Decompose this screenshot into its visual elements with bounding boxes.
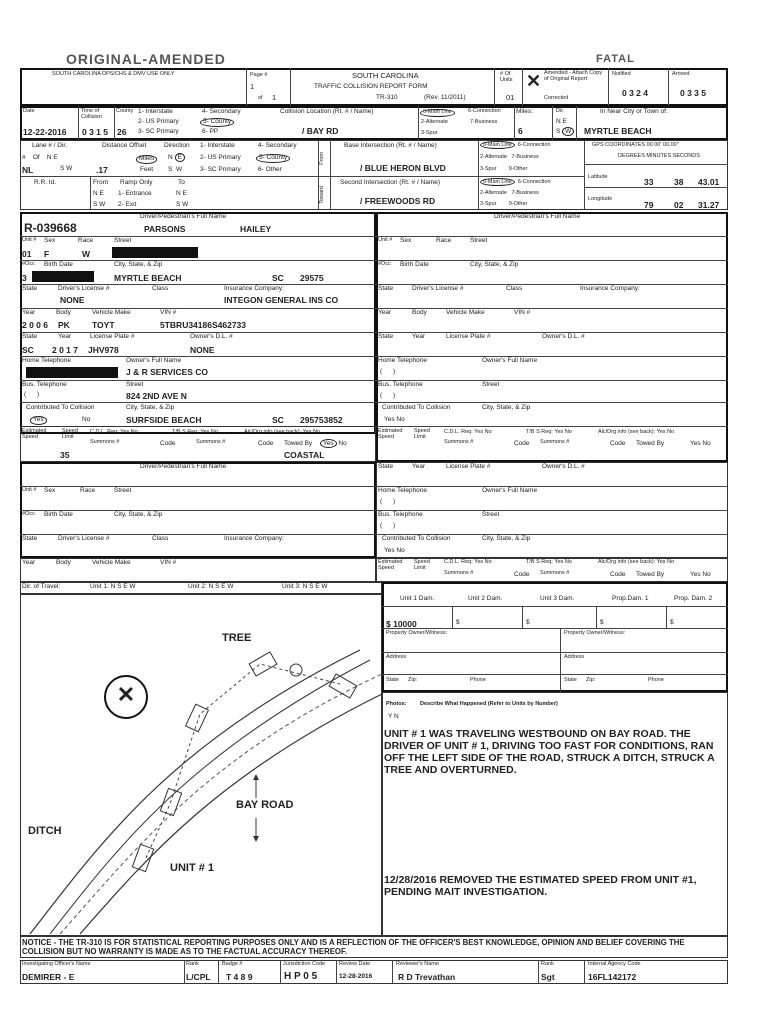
unit2-towed-label: Towed By xyxy=(636,440,665,447)
jurisdiction-label: Jurisdiction Code xyxy=(283,961,326,967)
unit3-tbs-label[interactable]: T/B S Req: Yes No xyxy=(526,559,572,565)
page-label: Page # xyxy=(250,72,268,78)
toward-vertical-label: Toward xyxy=(319,186,325,204)
route-cat-connection[interactable]: 6-Connection xyxy=(468,108,501,114)
unit3-speed-limit-label: Speed Limit xyxy=(414,559,430,571)
unit2-sex-label: Sex xyxy=(400,237,412,244)
collision-loc-value: / BAY RD xyxy=(302,126,339,136)
officer-value: DEMIRER - E xyxy=(22,972,75,982)
base-int-label: Base Intersection (Rt. # / Name) xyxy=(344,142,437,149)
unit1-state-label: State xyxy=(22,285,38,292)
unit1-owner-zip-value: 295753852 xyxy=(300,415,343,425)
lon-label: Longitude xyxy=(588,196,613,202)
unit1-vin-value: 5TBRU34186S462733 xyxy=(160,320,247,330)
gps-sub-label: DEGREES MINUTES SECONDS xyxy=(618,153,700,159)
unit3-vin-label: VIN # xyxy=(160,559,177,566)
base-cat-main[interactable]: 0-Main Line 6-Connection xyxy=(480,143,551,149)
direction-label: Direction xyxy=(164,142,190,149)
arrived-value: 0 3 3 5 xyxy=(680,88,706,98)
unit1-towed-label: Towed By xyxy=(284,440,313,447)
lon-min: 02 xyxy=(674,200,684,210)
miles-label: Miles: xyxy=(516,108,533,115)
unit1-owner-street-value: 824 2ND AVE N xyxy=(126,391,187,401)
unit3-class-label: Class xyxy=(152,535,169,542)
unit1-bus-tel-value: ( ) xyxy=(24,391,40,398)
lat-label: Latitude xyxy=(588,174,608,180)
int-route-other[interactable]: 6- Other xyxy=(258,166,282,173)
gps-label: GPS COORDINATES 00 00' 00.00" xyxy=(592,142,679,148)
unit3-cdl-label[interactable]: C.D.L. Req: Yes No xyxy=(444,559,492,565)
unit1-owner-street-label: Street xyxy=(126,381,144,388)
travel-unit1[interactable]: Unit 1: N S E W xyxy=(90,583,136,590)
unit3-code2-label: Code xyxy=(610,571,626,578)
from-sw[interactable]: S W xyxy=(93,201,106,208)
unit3-driver-label: Driver/Pedestrian's Full Name xyxy=(140,463,227,470)
unit2-summons-label: Summons # xyxy=(444,439,474,445)
feet-label: Feet xyxy=(140,166,154,173)
date-value: 12-22-2016 xyxy=(23,127,67,137)
lat-sec: 43.01 xyxy=(698,177,720,187)
unit2-tbs-label[interactable]: T/B S Req: Yes No xyxy=(526,429,572,435)
time-label: Time of Collision xyxy=(81,108,102,120)
unit1-contributed-no[interactable]: No xyxy=(82,416,91,423)
direction-sw[interactable]: S W xyxy=(168,166,183,173)
unit2-race-label: Race xyxy=(436,237,452,244)
unit2-plate-label: License Plate # xyxy=(446,333,491,340)
unit3-bus-tel-value: ( ) xyxy=(380,522,396,529)
unit3-alc-label[interactable]: Alc/Drg info (see back): Yes No xyxy=(598,559,675,565)
unit1-first-name: HAILEY xyxy=(240,224,272,234)
unit1-sex-label: Sex xyxy=(44,237,56,244)
unit3-body-label: Body xyxy=(56,559,71,566)
unit2-vin-label: VIN # xyxy=(514,309,531,316)
second-cat-main[interactable]: 0-Main Line 6-Connection xyxy=(480,180,551,186)
unit3-owner-street-label: Street xyxy=(482,511,500,518)
unit1-code2-label: Code xyxy=(258,440,274,447)
unit2-alc-label[interactable]: Alc/Drg info (see back): Yes No xyxy=(598,429,675,435)
unit2-cdl-label[interactable]: C.D.L. Req: Yes No xyxy=(444,429,492,435)
unit1-state-value: SC xyxy=(272,273,284,283)
form-title: TRAFFIC COLLISION REPORT FORM xyxy=(314,83,428,90)
of-label: of xyxy=(258,95,263,101)
unit1-towed-value: COASTAL xyxy=(284,450,325,460)
unit3-race-label: Race xyxy=(80,487,96,494)
unit2-insurance-label: Insurance Company: xyxy=(580,285,640,292)
unit1-speed-limit-label: Speed Limit xyxy=(62,428,78,440)
from-label: From xyxy=(93,179,109,186)
unit1-owner-name-label: Owner's Full Name xyxy=(126,357,182,364)
dir-label: Dir. xyxy=(556,108,565,114)
unit2-city-label: City, State, & Zip xyxy=(470,261,519,268)
arrived-label: Arrived xyxy=(672,71,690,77)
phone2-label: Phone xyxy=(648,677,664,683)
unit1-bus-tel-label: Bus. Telephone xyxy=(22,381,67,388)
unit1-license-label: Driver's License # xyxy=(58,285,110,292)
unit1-diagram-label: UNIT # 1 xyxy=(170,862,215,874)
describe-label: Describe What Happened (Refer to Units by Number) xyxy=(420,701,558,707)
unit1-plate-state-value: SC xyxy=(22,345,34,355)
unit3-occ-label: #Occ xyxy=(22,511,35,517)
unit1-birth-label: Birth Date xyxy=(44,261,73,268)
unit2-city-owner-label: City, State, & Zip xyxy=(482,404,531,411)
int-route-us[interactable]: 2- US Primary xyxy=(200,154,241,161)
narrative-text-1: UNIT # 1 WAS TRAVELING WESTBOUND ON BAY ROAD. THE DRIVER OF UNIT # 1, DRIVING TOO FAST FOR CONDITIONS, RAN OFF THE LEFT SIDE OF THE ROAD, STRUCK A DITCH, STRUCK A TREE AND OVERTURNED. xyxy=(384,728,715,776)
county-label: County xyxy=(116,108,134,114)
badge-value: T 4 8 9 xyxy=(226,972,253,982)
of-num: 1 xyxy=(272,93,277,102)
review-date-value: 12-28-2016 xyxy=(339,973,373,980)
ramp-entrance[interactable]: 1- Entrance xyxy=(118,190,152,197)
unit1-summons-label: Summons # xyxy=(90,439,120,445)
agency-label: SOUTH CAROLINA DPS/CHS & DMV USE ONLY xyxy=(52,71,175,77)
unit3-owner-name-label: Owner's Full Name xyxy=(482,487,538,494)
unit1-owner-dl-value: NONE xyxy=(190,345,215,355)
prop-dam1-label: Prop.Dam. 1 xyxy=(612,595,649,602)
unit2-speed-limit-label: Speed Limit xyxy=(414,428,430,440)
reviewer-label: Reviewer's Name xyxy=(396,961,439,967)
rank2-value: Sgt xyxy=(541,972,555,982)
unit3-towed-yesno[interactable]: Yes No xyxy=(690,571,711,578)
unit3-est-speed-label: Estimated Speed xyxy=(378,559,403,571)
unit2-make-label: Vehicle Make xyxy=(446,309,485,316)
prop1-value: $ xyxy=(600,619,604,626)
unit1-est-speed-label: Estimated Speed xyxy=(22,428,47,440)
unit1-race-label: Race xyxy=(78,237,94,244)
unit3-insurance-label: Insurance Company: xyxy=(224,535,284,542)
offset-value: .17 xyxy=(96,165,108,175)
travel-unit2[interactable]: Unit 2: N S E W xyxy=(188,583,234,590)
unit1-last-name: PARSONS xyxy=(144,224,186,234)
in-near-label: In Near City or Town of: xyxy=(600,108,668,115)
unit3-bus-tel-label: Bus. Telephone xyxy=(378,511,423,518)
form-state: SOUTH CAROLINA xyxy=(352,71,419,80)
unit2-bus-tel-value: ( ) xyxy=(380,392,396,399)
unit3-license-label: Driver's License # xyxy=(58,535,110,542)
internal-code-value: 16FL142172 xyxy=(588,972,637,982)
ditch-label: DITCH xyxy=(28,825,62,837)
unit1-street-label: Street xyxy=(114,237,132,244)
unit1-owner-dl-label: Owner's D.L. # xyxy=(190,333,233,340)
unit2-owner-street-label: Street xyxy=(482,381,500,388)
ramp-exit[interactable]: 2- Exit xyxy=(118,201,137,208)
unit3-owner-city-label: City, State, & Zip xyxy=(482,535,531,542)
unit2-dam-label: Unit 2 Dam. xyxy=(468,595,503,602)
second-int-label: Second Intersection (Rt. # / Name) xyxy=(340,179,441,186)
rank2-label: Rank xyxy=(541,961,554,967)
dir-sw[interactable]: S W xyxy=(556,129,574,136)
date-label: Date xyxy=(23,108,35,114)
jurisdiction-value: H P 0 5 xyxy=(284,971,318,982)
unit3-contributed-label: Contributed To Collision xyxy=(382,535,451,542)
unit3-state-label: State xyxy=(22,535,38,542)
bay-road-label: BAY ROAD xyxy=(236,799,294,811)
int-route-interstate[interactable]: 1- Interstate xyxy=(200,142,235,149)
unit2-license-label: Driver's License # xyxy=(412,285,464,292)
unit1-dam-label: Unit 1 Dam. xyxy=(400,595,435,602)
route-opt-county-circled[interactable]: 5- County xyxy=(200,118,234,127)
unit3-summons2-label: Summons # xyxy=(540,570,570,576)
lat-deg: 33 xyxy=(644,177,654,187)
unit2-birth-label: Birth Date xyxy=(400,261,429,268)
unit1-race-value: W xyxy=(82,249,91,259)
notified-value: 0 3 2 4 xyxy=(622,88,648,98)
offset-label: Distance Offset xyxy=(102,142,147,149)
unit1-cdl-label[interactable]: C.D.L. Req: Yes No xyxy=(90,429,138,435)
review-date-label: Review Date xyxy=(339,961,371,967)
lane-value: NL xyxy=(22,165,34,175)
unit3-unit-label: Unit # xyxy=(22,487,37,493)
unit1-plate-value: JHV978 xyxy=(88,345,119,355)
unit1-insurance-label: Insurance Company: xyxy=(224,285,284,292)
base-int-value: / BLUE HERON BLVD xyxy=(360,163,446,173)
unit3-make-label: Vehicle Make xyxy=(92,559,131,566)
notified-label: Notified xyxy=(612,71,631,77)
page-num: 1 xyxy=(250,82,255,91)
unit2-unit-label: Unit # xyxy=(378,237,393,243)
unit3-plate-state-label: State xyxy=(378,463,394,470)
amended-label: Amended - Attach Copy of Original Report xyxy=(544,70,603,82)
route-opt-sc-primary[interactable]: 3- SC Primary xyxy=(138,128,179,135)
unit2-home-tel-label: Home Telephone xyxy=(378,357,428,364)
route-opt-pp[interactable]: 6- PP xyxy=(202,128,219,135)
unit1-home-tel-label: Home Telephone xyxy=(22,357,72,364)
route-opt-interstate[interactable]: 1- Interstate xyxy=(138,108,173,115)
route-opt-secondary[interactable]: 4- Secondary xyxy=(202,108,241,115)
second-cat-spur[interactable]: 3-Spur 9-Other xyxy=(480,201,528,207)
unit3-towed-label: Towed By xyxy=(636,571,665,578)
time-value: 0 3 1 5 xyxy=(82,127,108,137)
miles-value: 6 xyxy=(518,126,523,136)
travel-label: Dir. of Travel: xyxy=(22,583,61,590)
unit2-code-label: Code xyxy=(514,440,530,447)
phone1-label: Phone xyxy=(470,677,486,683)
int-route-secondary[interactable]: 4- Secondary xyxy=(258,142,297,149)
direction-ne[interactable]: N E xyxy=(168,155,185,162)
route-cat-spur[interactable]: 3-Spur xyxy=(421,130,438,136)
amended-check[interactable]: ✕ xyxy=(526,71,542,91)
unit1-plate-state-label: State xyxy=(22,333,38,340)
report-title: ORIGINAL-AMENDED xyxy=(66,51,226,67)
unit2-summons2-label: Summons # xyxy=(540,439,570,445)
form-code: TR-310 xyxy=(376,94,398,101)
unit2-state-label: State xyxy=(378,285,394,292)
unit1-make-label: Vehicle Make xyxy=(92,309,131,316)
rank-label: Rank xyxy=(186,961,199,967)
unit3-sex-label: Sex xyxy=(44,487,56,494)
address1-label: Address xyxy=(386,654,407,660)
unit3-birth-label: Birth Date xyxy=(44,511,73,518)
unit3-owner-dl-label: Owner's D.L. # xyxy=(542,463,585,470)
unit1-driver-label: Driver/Pedestrian's Full Name xyxy=(140,213,227,220)
route-cat-business[interactable]: 7-Business xyxy=(470,119,498,125)
prop2-value: $ xyxy=(670,619,674,626)
officer-label: Investigating Officer's Name xyxy=(22,961,91,967)
unit1-dam-value: $ 10000 xyxy=(386,619,417,629)
diagram-svg xyxy=(20,594,382,936)
unit1-year-value: 2 0 0 6 xyxy=(22,320,48,330)
unit1-summons2-label: Summons # xyxy=(196,439,226,445)
to-sw[interactable]: S W xyxy=(176,201,189,208)
ramp-label: Ramp Only xyxy=(120,179,153,186)
unit2-plate-state-label: State xyxy=(378,333,394,340)
internal-code-label: Internal Agency Code xyxy=(588,961,641,967)
unit1-tbs-label[interactable]: T/B S Req: Yes No xyxy=(172,429,218,435)
unit1-zip-value: 29575 xyxy=(300,273,324,283)
unit1-speed-limit-value: 35 xyxy=(60,450,70,460)
rr-label: R.R. Id. xyxy=(34,179,57,186)
corrected-label: Corrected xyxy=(544,95,569,101)
report-number: R-039668 xyxy=(24,221,77,235)
lat-min: 38 xyxy=(674,177,684,187)
unit3-home-tel-value: ( ) xyxy=(380,498,396,505)
to-ne[interactable]: N E xyxy=(176,190,187,197)
unit2-year-label: Year xyxy=(378,309,392,316)
unit1-plate-label: License Plate # xyxy=(90,333,135,340)
unit2-dam-value: $ xyxy=(456,619,460,626)
unit2-code2-label: Code xyxy=(610,440,626,447)
unit1-plate-year-label: Year xyxy=(58,333,72,340)
unit2-contributed-yesno[interactable]: Yes No xyxy=(384,416,405,423)
city-value: MYRTLE BEACH xyxy=(584,126,652,136)
lane-dir-sw[interactable]: S W xyxy=(60,165,73,172)
owner-witness2-label: Property Owner/Witness: xyxy=(564,630,626,636)
unit2-est-speed-label: Estimated Speed xyxy=(378,428,403,440)
unit1-owner-city-value: SURFSIDE BEACH xyxy=(126,415,202,425)
lon-deg: 79 xyxy=(644,200,654,210)
unit1-vin-label: VIN # xyxy=(160,309,177,316)
unit2-owner-name-label: Owner's Full Name xyxy=(482,357,538,364)
route-opt-us-primary[interactable]: 2- US Primary xyxy=(138,118,179,125)
unit3-contributed-yesno[interactable]: Yes No xyxy=(384,547,405,554)
unit3-vehicle-row xyxy=(20,558,376,582)
unit2-plate-year-label: Year xyxy=(412,333,426,340)
unit1-body-label: Body xyxy=(56,309,71,316)
unit1-contributed-label: Contributed To Collision xyxy=(26,404,95,411)
unit1-towed-yesno[interactable]: Yes No xyxy=(320,441,347,448)
unit1-owner-city-label: City, State, & Zip xyxy=(126,404,175,411)
second-cat-alt[interactable]: 2-Alternate 7-Business xyxy=(480,190,539,196)
unit2-occ-label: #Occ xyxy=(378,261,391,267)
unit1-street-redacted xyxy=(112,247,198,258)
miles-circled[interactable]: Miles xyxy=(136,155,157,164)
badge-label: Badge # xyxy=(222,961,243,967)
unit1-plate-year-value: 2 0 1 7 xyxy=(52,345,78,355)
unit1-owner-name-value: J & R SERVICES CO xyxy=(126,367,209,377)
photos-label: Photos: xyxy=(386,701,407,707)
unit2-class-label: Class xyxy=(506,285,523,292)
units-label: # Of Units xyxy=(500,71,513,83)
base-cat-alt[interactable]: 2-Alternate 7-Business xyxy=(480,154,539,160)
unit1-body-value: PK xyxy=(58,320,70,330)
form-rev: (Rev. 11/2011) xyxy=(424,94,466,101)
route-cat-main-line[interactable]: 0-Main Line xyxy=(420,109,455,117)
unit3-plate-year-label: Year xyxy=(412,463,426,470)
unit1-city-label: City, State, & Zip xyxy=(114,261,163,268)
unit3-year-label: Year xyxy=(22,559,36,566)
unit2-driver-label: Driver/Pedestrian's Full Name xyxy=(494,213,581,220)
unit1-birth-redacted xyxy=(32,271,94,282)
unit3-city-label: City, State, & Zip xyxy=(114,511,163,518)
int-route-sc[interactable]: 3- SC Primary xyxy=(200,166,241,173)
travel-unit3[interactable]: Unit 3: N S E W xyxy=(282,583,328,590)
reviewer-value: R D Trevathan xyxy=(398,972,456,982)
unit1-insurance-value: INTEGON GENERAL INS CO xyxy=(224,295,339,305)
lon-sec: 31.27 xyxy=(698,200,720,210)
fatal-label: FATAL xyxy=(596,53,635,65)
county-value: 26 xyxy=(117,127,127,137)
unit1-year-label: Year xyxy=(22,309,36,316)
prop-dam2-label: Prop. Dam. 2 xyxy=(674,595,713,602)
from-ne[interactable]: N E xyxy=(93,190,104,197)
unit1-owner-state-value: SC xyxy=(272,415,284,425)
second-int-value: / FREEWOODS RD xyxy=(360,196,436,206)
zip2-label: Zip: xyxy=(586,677,596,683)
unit2-towed-yesno[interactable]: Yes No xyxy=(690,440,711,447)
from-vertical-label: From xyxy=(319,152,325,165)
units-value: 01 xyxy=(506,93,515,102)
unit1-contributed-yes[interactable]: Yes xyxy=(30,416,47,425)
narrative-text-2: 12/28/2016 REMOVED THE ESTIMATED SPEED FROM UNIT #1, PENDING MAIT INVESTIGATION. xyxy=(384,874,697,898)
base-cat-spur[interactable]: 3-Spur 9-Other xyxy=(480,166,528,172)
unit2-street-label: Street xyxy=(470,237,488,244)
unit1-code-label: Code xyxy=(160,440,176,447)
unit1-occ-label: #Occ xyxy=(22,261,35,267)
rank-value: L/CPL xyxy=(186,972,211,982)
notice-text: NOTICE - THE TR-310 IS FOR STATISTICAL REPORTING PURPOSES ONLY AND IS A REFLECTION OF THE OFFICER'S BEST KNOWLEDGE, OPINION AND BELIEF COVERING THE COLLISION BUT NO WARRANTY IS MADE AS TO THE FACTUAL ACCURACY THEREOF. xyxy=(22,938,685,956)
unit3-home-tel-label: Home Telephone xyxy=(378,487,428,494)
unit1-unit-label: Unit # xyxy=(22,237,37,243)
state1-label: State xyxy=(386,677,399,683)
unit1-sex-value: F xyxy=(44,249,50,259)
unit1-make-value: TOYT xyxy=(92,320,115,330)
unit3-plate-label: License Plate # xyxy=(446,463,491,470)
unit2-owner-dl-label: Owner's D.L. # xyxy=(542,333,585,340)
unit1-occ-value: 3 xyxy=(22,273,27,283)
address2-label: Address xyxy=(564,654,585,660)
unit3-summons-label: Summons # xyxy=(444,570,474,576)
state2-label: State xyxy=(564,677,577,683)
unit3-code-label: Code xyxy=(514,571,530,578)
unit1-home-tel-redacted xyxy=(26,367,118,378)
collision-loc-label: Collision Location (Rt. # / Name) xyxy=(280,108,374,115)
unit1-class-label: Class xyxy=(152,285,169,292)
route-cat-alternate[interactable]: 2-Alternate xyxy=(421,119,448,125)
unit2-contributed-label: Contributed To Collision xyxy=(382,404,451,411)
lane-or-label: # Of N E xyxy=(22,154,58,161)
zip1-label: Zip: xyxy=(408,677,418,683)
dir-ne[interactable]: N E xyxy=(556,118,567,125)
north-arrow-icon: ✕ xyxy=(104,675,148,719)
photos-yn[interactable]: Y N xyxy=(388,713,399,720)
unit2-body-label: Body xyxy=(412,309,427,316)
unit1-license-value: NONE xyxy=(60,295,85,305)
unit3-street-label: Street xyxy=(114,487,132,494)
to-label: To xyxy=(178,179,185,186)
unit1-city-value: MYRTLE BEACH xyxy=(114,273,182,283)
owner-witness1-label: Property Owner/Witness: xyxy=(386,630,448,636)
int-route-county[interactable]: 5- County xyxy=(256,154,290,163)
unit3-dam-label: Unit 3 Dam. xyxy=(540,595,575,602)
unit1-alc-label[interactable]: Alc/Drg info (see back): Yes No xyxy=(244,429,321,435)
unit1-unit-value: 01 xyxy=(22,249,32,259)
unit2-bus-tel-label: Bus. Telephone xyxy=(378,381,423,388)
lane-label: Lane # / Dir. xyxy=(32,142,68,149)
unit2-home-tel-value: ( ) xyxy=(380,368,396,375)
tree-label: TREE xyxy=(222,632,252,644)
unit3-dam-value: $ xyxy=(526,619,530,626)
